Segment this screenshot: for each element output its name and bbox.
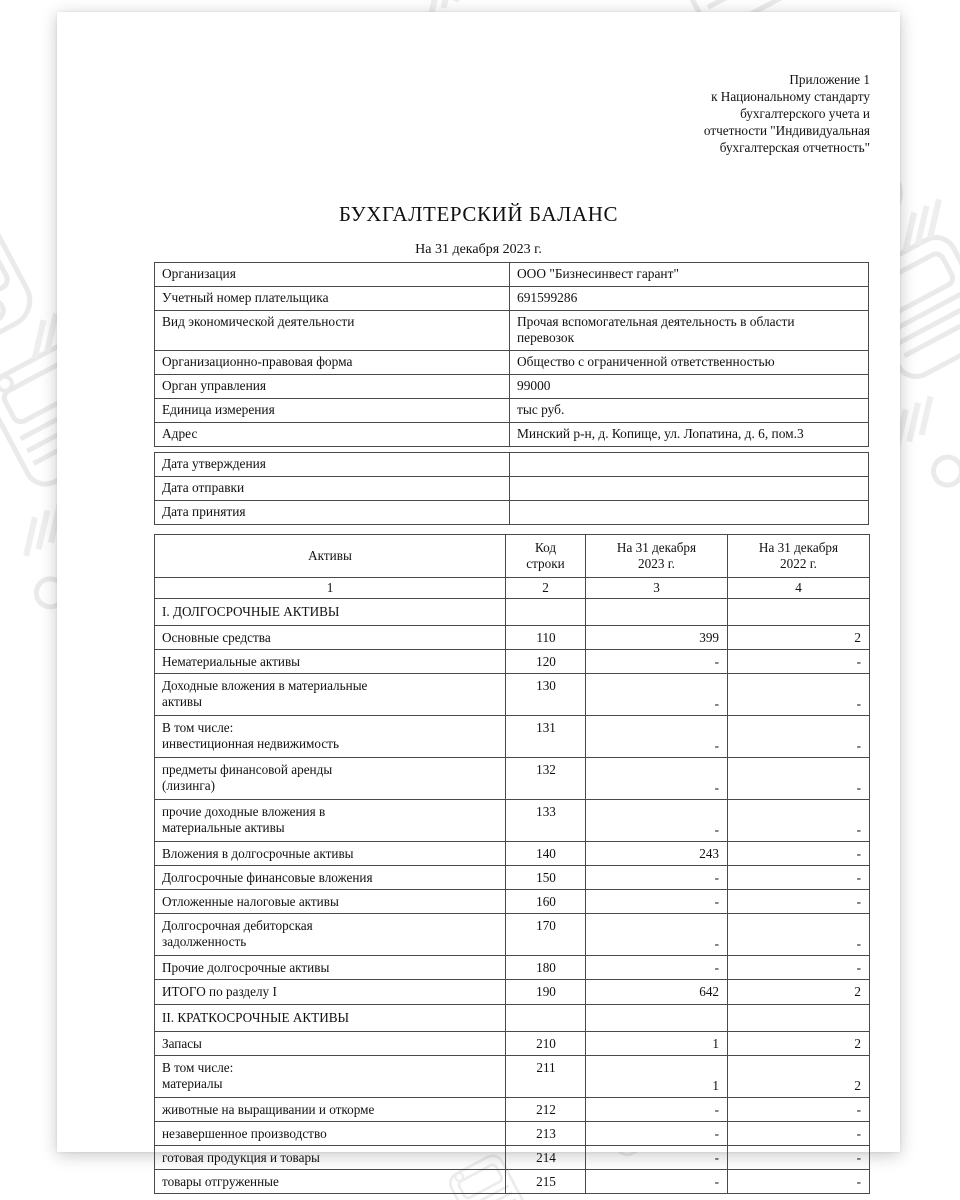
row-value-2023: - — [586, 956, 728, 980]
row-label — [155, 914, 506, 956]
row-value-2022: - — [728, 842, 870, 866]
row-value-2022 — [728, 1004, 870, 1031]
column-header-2022 — [728, 535, 870, 578]
row-label-line1: В том числе: — [162, 720, 234, 736]
date-label: Дата принятия — [155, 501, 510, 525]
row-label — [155, 1121, 506, 1145]
appendix-line-3: бухгалтерского учета и — [740, 105, 870, 121]
info-label: Вид экономической деятельности — [155, 311, 510, 351]
row-label — [155, 800, 506, 842]
info-value: 691599286 — [510, 287, 869, 311]
column-header-assets: Активы — [155, 535, 506, 578]
row-label — [155, 1145, 506, 1169]
table-row — [155, 477, 869, 501]
row-code: 211 — [506, 1055, 586, 1097]
dates-table — [154, 452, 869, 525]
row-value-2023 — [586, 598, 728, 625]
row-label-line1: прочие доходные вложения в — [162, 804, 326, 820]
row-label-line2: материальные активы — [162, 820, 285, 836]
appendix-line-1: Приложение 1 — [789, 72, 870, 87]
row-code — [506, 598, 586, 625]
row-value-2022: - — [728, 914, 870, 956]
row-label — [155, 674, 506, 716]
row-value-2022: - — [728, 866, 870, 890]
table-row — [155, 1004, 870, 1031]
table-row — [155, 501, 869, 525]
appendix-header — [450, 72, 870, 156]
table-row — [155, 842, 870, 866]
table-row — [155, 1145, 870, 1169]
row-label — [155, 716, 506, 758]
table-row — [155, 422, 869, 446]
row-value-2022: - — [728, 1121, 870, 1145]
date-label: Дата отправки — [155, 477, 510, 501]
table-row — [155, 956, 870, 980]
row-label-line1: Основные средства — [162, 629, 271, 645]
col2022-header-line1: На 31 декабря — [758, 540, 839, 555]
row-label — [155, 866, 506, 890]
row-value-2023: 1 — [586, 1031, 728, 1055]
column-number-2: 2 — [506, 577, 586, 598]
info-value: 99000 — [510, 374, 869, 398]
date-value — [510, 477, 869, 501]
row-value-2023: 642 — [586, 980, 728, 1004]
table-row — [155, 1097, 870, 1121]
row-value-2023: - — [586, 866, 728, 890]
column-numbering-row — [155, 577, 870, 598]
row-label-line1: Долгосрочная дебиторская — [162, 918, 313, 934]
row-label-line1: незавершенное производство — [162, 1125, 327, 1141]
row-label-line1: животные на выращивании и откорме — [162, 1101, 375, 1117]
table-header-row — [155, 535, 870, 578]
table-row — [155, 287, 869, 311]
info-value — [510, 311, 869, 351]
row-value-2022: - — [728, 716, 870, 758]
row-value-2022: - — [728, 674, 870, 716]
row-value-2023: - — [586, 1170, 728, 1194]
row-value-2023: - — [586, 716, 728, 758]
row-label-line1: готовая продукция и товары — [162, 1149, 320, 1165]
row-label-line1: товары отгруженные — [162, 1174, 279, 1189]
date-value — [510, 501, 869, 525]
row-code: 210 — [506, 1031, 586, 1055]
column-header-code — [506, 535, 586, 578]
balance-sheet-table — [154, 534, 869, 1194]
row-code: 140 — [506, 842, 586, 866]
column-header-2023 — [586, 535, 728, 578]
code-header-line2: строки — [526, 555, 565, 571]
row-value-2023: 399 — [586, 625, 728, 649]
column-number-3: 3 — [586, 577, 728, 598]
row-value-2022: 2 — [728, 1031, 870, 1055]
table-row — [155, 453, 869, 477]
table-row — [155, 716, 870, 758]
row-label-line2: активы — [162, 694, 202, 710]
section-heading: II. КРАТКОСРОЧНЫЕ АКТИВЫ — [155, 1004, 506, 1031]
info-label: Организация — [155, 263, 510, 287]
info-value-line2: перевозок — [517, 330, 575, 346]
row-label-line1: В том числе: — [162, 1059, 234, 1075]
row-label-line2: (лизинга) — [162, 778, 216, 794]
row-code: 120 — [506, 649, 586, 673]
info-value: ООО "Бизнесинвест гарант" — [510, 263, 869, 287]
row-label-line2: материалы — [162, 1075, 223, 1091]
row-code: 160 — [506, 890, 586, 914]
row-label — [155, 1170, 506, 1194]
info-label: Единица измерения — [155, 398, 510, 422]
table-row — [155, 374, 869, 398]
row-label-line1: Отложенные налоговые активы — [162, 894, 339, 910]
info-label: Орган управления — [155, 374, 510, 398]
row-value-2023: 243 — [586, 842, 728, 866]
row-label-line1: предметы финансовой аренды — [162, 762, 333, 778]
row-value-2022: - — [728, 800, 870, 842]
col2023-header-line2: 2023 г. — [638, 555, 675, 571]
row-value-2023: - — [586, 1097, 728, 1121]
table-row — [155, 1170, 870, 1194]
document-page — [57, 12, 900, 1189]
row-label — [155, 625, 506, 649]
row-value-2023: - — [586, 914, 728, 956]
table-row — [155, 866, 870, 890]
document-date: На 31 декабря 2023 г. — [415, 242, 542, 257]
balance-rows — [155, 598, 870, 1193]
row-value-2022 — [728, 598, 870, 625]
table-row — [155, 758, 870, 800]
row-label-line2: инвестиционная недвижимость — [162, 736, 339, 752]
table-row — [155, 980, 870, 1004]
col2023-header-line1: На 31 декабря — [616, 540, 697, 555]
row-value-2023: - — [586, 800, 728, 842]
table-row — [155, 800, 870, 842]
organization-info-table — [154, 262, 869, 447]
row-code: 190 — [506, 980, 586, 1004]
row-value-2023: - — [586, 1145, 728, 1169]
row-value-2022: - — [728, 1170, 870, 1194]
column-number-1: 1 — [155, 577, 506, 598]
row-code — [506, 1004, 586, 1031]
table-row — [155, 311, 869, 351]
table-row — [155, 914, 870, 956]
row-label — [155, 980, 506, 1004]
row-code: 214 — [506, 1145, 586, 1169]
row-label-line2: задолженность — [162, 934, 247, 950]
col2022-header-line2: 2022 г. — [780, 555, 817, 571]
row-code: 213 — [506, 1121, 586, 1145]
row-value-2022: 2 — [728, 980, 870, 1004]
row-label — [155, 1031, 506, 1055]
row-label-line1: Прочие долгосрочные активы — [162, 960, 330, 976]
row-value-2022: - — [728, 649, 870, 673]
section-heading: I. ДОЛГОСРОЧНЫЕ АКТИВЫ — [155, 598, 506, 625]
table-row — [155, 1055, 870, 1097]
row-value-2022: - — [728, 956, 870, 980]
row-label — [155, 1097, 506, 1121]
table-row — [155, 890, 870, 914]
row-label — [155, 956, 506, 980]
row-value-2023: - — [586, 649, 728, 673]
info-label: Учетный номер плательщика — [155, 287, 510, 311]
row-value-2023: - — [586, 758, 728, 800]
table-row — [155, 649, 870, 673]
table-row — [155, 263, 869, 287]
row-code: 131 — [506, 716, 586, 758]
row-label-line1: Нематериальные активы — [162, 653, 301, 669]
row-label — [155, 649, 506, 673]
row-label — [155, 1055, 506, 1097]
row-value-2022: - — [728, 758, 870, 800]
info-value: Минский р-н, д. Копище, ул. Лопатина, д. 6, пом.3 — [510, 422, 869, 446]
column-number-4: 4 — [728, 577, 870, 598]
info-value-line1: Прочая вспомогательная деятельность в области — [517, 314, 795, 329]
appendix-line-5: бухгалтерская отчетность" — [719, 139, 870, 155]
row-code: 130 — [506, 674, 586, 716]
row-code: 133 — [506, 800, 586, 842]
row-value-2023: - — [586, 890, 728, 914]
table-row — [155, 1031, 870, 1055]
row-code: 132 — [506, 758, 586, 800]
row-code: 212 — [506, 1097, 586, 1121]
row-label-line1: Вложения в долгосрочные активы — [162, 846, 354, 862]
row-value-2023: - — [586, 1121, 728, 1145]
row-value-2023 — [586, 1004, 728, 1031]
row-code: 215 — [506, 1170, 586, 1194]
code-header-line1: Код — [534, 540, 557, 555]
row-value-2023: 1 — [586, 1055, 728, 1097]
appendix-line-4: отчетности "Индивидуальная — [703, 122, 870, 138]
row-label — [155, 842, 506, 866]
info-value: тыс руб. — [510, 398, 869, 422]
row-label-line1: Запасы — [162, 1035, 202, 1051]
table-row — [155, 398, 869, 422]
row-code: 180 — [506, 956, 586, 980]
row-code: 150 — [506, 866, 586, 890]
date-label: Дата утверждения — [155, 453, 510, 477]
table-row — [155, 350, 869, 374]
date-value — [510, 453, 869, 477]
row-label-line1: Доходные вложения в материальные — [162, 678, 368, 694]
row-value-2023: - — [586, 674, 728, 716]
row-label-line1: ИТОГО по разделу I — [162, 984, 277, 1000]
row-code: 110 — [506, 625, 586, 649]
row-code: 170 — [506, 914, 586, 956]
row-value-2022: - — [728, 890, 870, 914]
appendix-line-2: к Национальному стандарту — [711, 88, 870, 104]
info-value: Общество с ограниченной ответственностью — [510, 350, 869, 374]
row-value-2022: 2 — [728, 625, 870, 649]
row-label — [155, 890, 506, 914]
table-row — [155, 674, 870, 716]
table-row — [155, 625, 870, 649]
row-value-2022: 2 — [728, 1055, 870, 1097]
row-label-line1: Долгосрочные финансовые вложения — [162, 870, 373, 886]
info-label: Адрес — [155, 422, 510, 446]
table-row — [155, 598, 870, 625]
row-value-2022: - — [728, 1145, 870, 1169]
info-label: Организационно-правовая форма — [155, 350, 510, 374]
row-label — [155, 758, 506, 800]
document-title: БУХГАЛТЕРСКИЙ БАЛАНС — [338, 202, 619, 226]
table-row — [155, 1121, 870, 1145]
row-value-2022: - — [728, 1097, 870, 1121]
